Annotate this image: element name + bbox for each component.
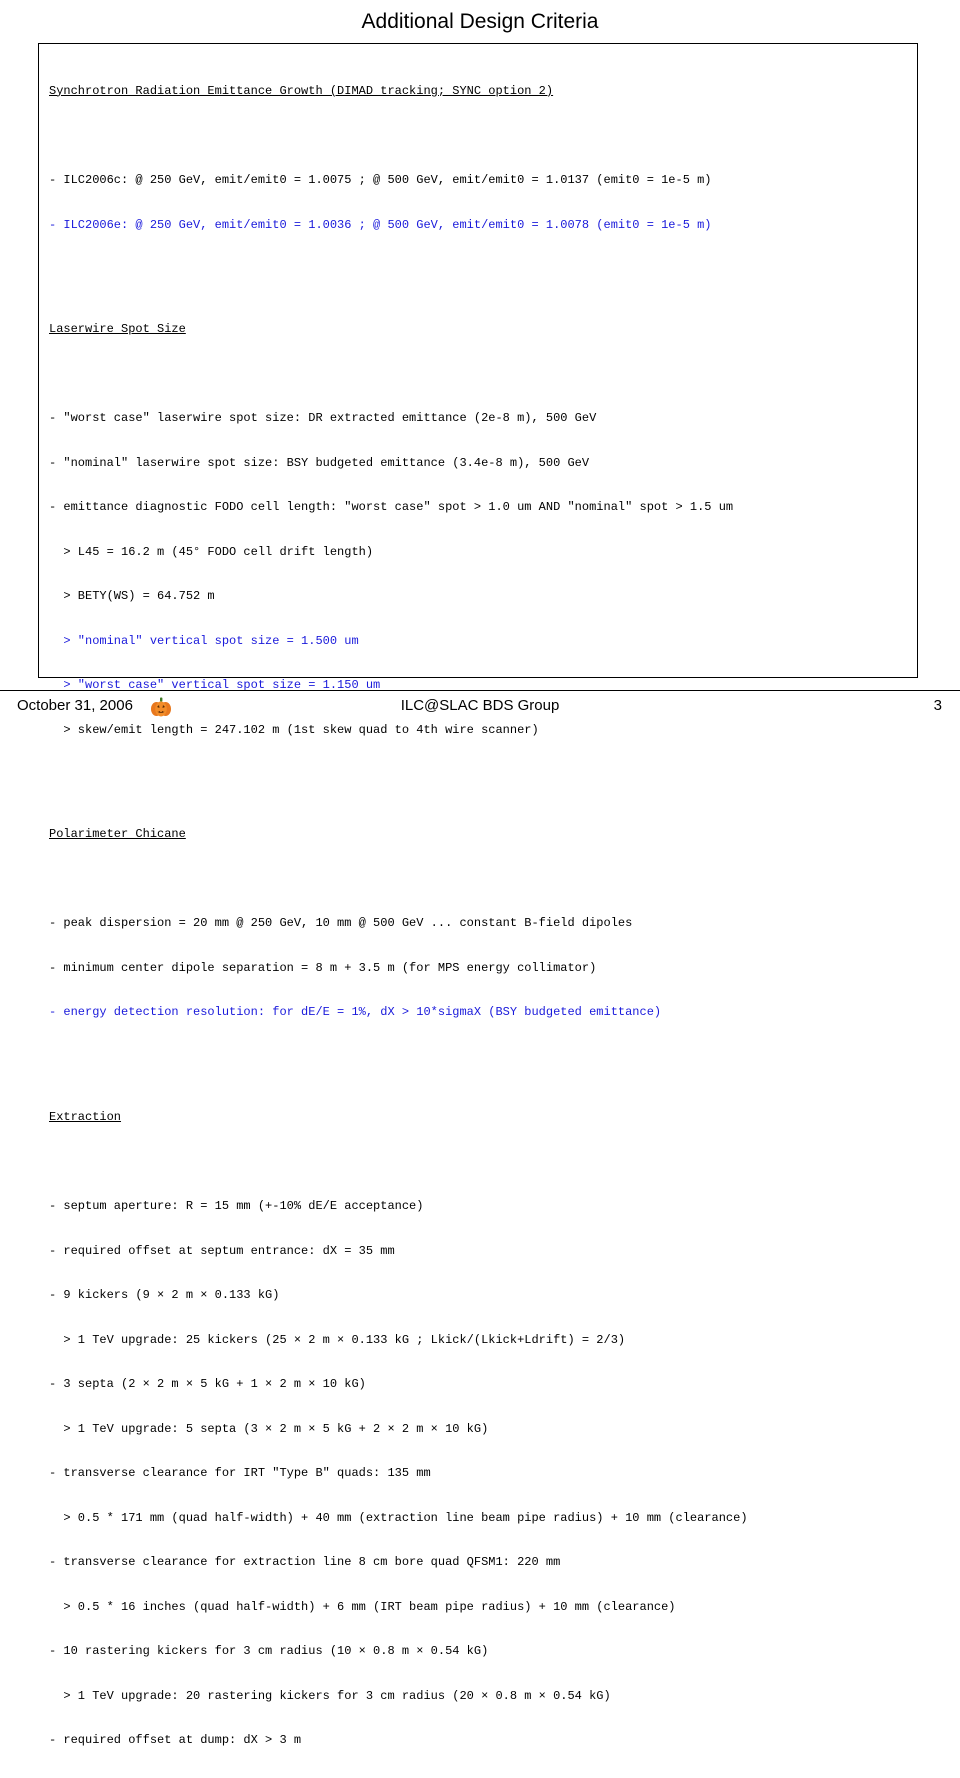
section-heading-laserwire: Laserwire Spot Size	[49, 321, 186, 336]
footer-group-name: ILC@SLAC BDS Group	[400, 697, 560, 714]
extraction-line-11: - 10 rastering kickers for 3 cm radius (10 × 0.8 m × 0.54 kG)	[49, 1644, 489, 1659]
content-text	[49, 54, 911, 1778]
laserwire-line-6: > "nominal" vertical spot size = 1.500 um	[49, 633, 359, 648]
laserwire-line-7: > "worst case" vertical spot size = 1.150 um	[49, 678, 381, 693]
laserwire-line-3: - emittance diagnostic FODO cell length: "worst case" spot > 1.0 um AND "nominal" spot > 1.5 um	[49, 500, 734, 515]
laserwire-line-4: > L45 = 16.2 m (45° FODO cell drift length)	[49, 544, 374, 559]
page-number: 3	[933, 697, 942, 714]
laserwire-line-1: - "worst case" laserwire spot size: DR extracted emittance (2e-8 m), 500 GeV	[49, 411, 597, 426]
extraction-line-4: > 1 TeV upgrade: 25 kickers (25 × 2 m × 0.133 kG ; Lkick/(Lkick+Ldrift) = 2/3)	[49, 1332, 626, 1347]
extraction-line-8: > 0.5 * 171 mm (quad half-width) + 40 mm (extraction line beam pipe radius) + 10 mm (clearance)	[49, 1510, 748, 1525]
section-heading-extraction: Extraction	[49, 1109, 122, 1124]
sync-line-1: - ILC2006c: @ 250 GeV, emit/emit0 = 1.0075 ; @ 500 GeV, emit/emit0 = 1.0137 (emit0 = 1e-5 m)	[49, 173, 712, 188]
extraction-line-9: - transverse clearance for extraction line 8 cm bore quad QFSM1: 220 mm	[49, 1555, 561, 1570]
extraction-line-7: - transverse clearance for IRT "Type B" quads: 135 mm	[49, 1466, 431, 1481]
section-heading-sync: Synchrotron Radiation Emittance Growth (DIMAD tracking; SYNC option 2)	[49, 83, 554, 98]
extraction-line-10: > 0.5 * 16 inches (quad half-width) + 6 mm (IRT beam pipe radius) + 10 mm (clearance)	[49, 1599, 676, 1614]
sync-line-2: - ILC2006e: @ 250 GeV, emit/emit0 = 1.0036 ; @ 500 GeV, emit/emit0 = 1.0078 (emit0 = 1e-5 m)	[49, 217, 712, 232]
extraction-line-12: > 1 TeV upgrade: 20 rastering kickers for 3 cm radius (20 × 0.8 m × 0.54 kG)	[49, 1688, 611, 1703]
laserwire-line-2: - "nominal" laserwire spot size: BSY budgeted emittance (3.4e-8 m), 500 GeV	[49, 455, 590, 470]
polarimeter-line-1: - peak dispersion = 20 mm @ 250 GeV, 10 mm @ 500 GeV ... constant B-field dipoles	[49, 916, 633, 931]
extraction-line-5: - 3 septa (2 × 2 m × 5 kG + 1 × 2 m × 10 kG)	[49, 1377, 366, 1392]
laserwire-line-8: > skew/emit length = 247.102 m (1st skew quad to 4th wire scanner)	[49, 722, 539, 737]
extraction-line-13: - required offset at dump: dX > 3 m	[49, 1733, 302, 1748]
section-heading-polarimeter: Polarimeter Chicane	[49, 827, 186, 842]
laserwire-line-5: > BETY(WS) = 64.752 m	[49, 589, 215, 604]
polarimeter-line-3: - energy detection resolution: for dE/E = 1%, dX > 10*sigmaX (BSY budgeted emittance)	[49, 1005, 662, 1020]
slide-title: Additional Design Criteria	[361, 10, 599, 33]
extraction-line-1: - septum aperture: R = 15 mm (+-10% dE/E acceptance)	[49, 1199, 424, 1214]
footer-divider	[0, 690, 960, 691]
footer-date: October 31, 2006	[17, 697, 133, 714]
extraction-line-6: > 1 TeV upgrade: 5 septa (3 × 2 m × 5 kG + 2 × 2 m × 10 kG)	[49, 1421, 489, 1436]
polarimeter-line-2: - minimum center dipole separation = 8 m + 3.5 m (for MPS energy collimator)	[49, 960, 597, 975]
extraction-line-2: - required offset at septum entrance: dX = 35 mm	[49, 1243, 395, 1258]
extraction-line-3: - 9 kickers (9 × 2 m × 0.133 kG)	[49, 1288, 280, 1303]
